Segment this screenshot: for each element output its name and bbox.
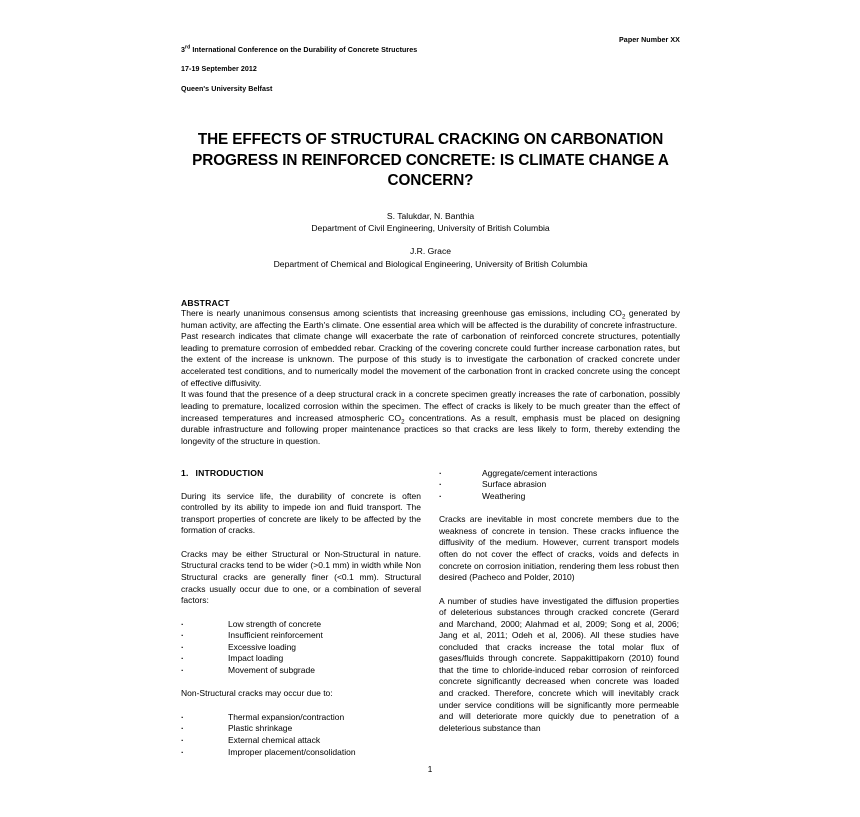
abstract-paragraph-1 <box>181 308 680 331</box>
abstract-p3-part-b: concentrations. As a result, emphasis must be placed on designing durable infrastructure and following proper maintenance practices so that cracks are less likely to form, thereby extending the longevity of the structure in question. <box>181 412 680 447</box>
list-item-label: Improper placement/consolidation <box>228 746 356 757</box>
spacer <box>181 478 421 491</box>
bullet-icon <box>439 468 482 480</box>
conference-name-line <box>181 46 417 56</box>
intro-paragraph-3: Cracks are inevitable in most concrete members due to the weakness of concrete in tension. These cracks influence the diffusivity of the medium. However, current transport models often do not cover the effect of cracks, voids and defects in concrete on corrosion initiation, rendering them less robust then desired (Pacheco and Polder, 2010) <box>439 514 679 583</box>
running-header-left <box>181 36 417 104</box>
nonstructural-lead-in: Non-Structural cracks may occur due to: <box>181 688 333 699</box>
bullet-icon <box>181 630 228 642</box>
paper-number: Paper Number XX <box>619 36 680 44</box>
list-item-label: Weathering <box>482 490 526 501</box>
abstract-p1-part-a: There is nearly unanimous consensus among scientists that increasing greenhouse gas emissions, including CO <box>181 307 622 318</box>
bullet-icon <box>181 653 228 665</box>
intro-paragraph-2: Cracks may be either Structural or Non-Structural in nature. Structural cracks tend to be wider (>0.1 mm) in width while Non Structural cracks are generally finer (<0.1 mm). Structural cracks usually occur due to one, or a combination of several factors: <box>181 548 421 606</box>
author-names-2: J.R. Grace <box>409 246 452 257</box>
author-names-1: S. Talukdar, N. Banthia <box>386 211 475 222</box>
author-spacer <box>181 234 680 245</box>
abstract-p3-part-a: It was found that the presence of a deep structural crack in a concrete specimen greatly increases the rate of carbonation, possibly leading to premature, localized corrosion within the specimen. The effect of cracks is likely to be much greater than the effect of increased temperatures and increased atmospheric CO <box>181 389 680 423</box>
bullet-icon <box>181 723 228 735</box>
column-left <box>181 468 421 758</box>
spacer <box>439 502 679 514</box>
list-item <box>181 619 421 631</box>
author-group-2 <box>181 245 680 269</box>
column-right <box>439 468 679 758</box>
conference-venue: Queen's University Belfast <box>181 84 273 93</box>
section-title: INTRODUCTION <box>195 467 264 478</box>
section-heading-introduction <box>181 468 421 478</box>
abstract-p1-part-b: generated by human activity, are affecting the Earth's climate. One essential area which will be affected is the durability of concrete infrastructure. <box>181 307 680 330</box>
list-item-label: Impact loading <box>228 653 284 664</box>
page-content <box>181 36 680 758</box>
conference-dates: 17-19 September 2012 <box>181 65 257 74</box>
abstract-p1-subscript: 2 <box>621 313 626 321</box>
abstract-heading: ABSTRACT <box>181 297 230 308</box>
bullet-icon <box>181 712 228 724</box>
conference-ordinal-suffix: rd <box>185 44 191 51</box>
bullet-icon <box>439 491 482 503</box>
bullet-icon <box>181 619 228 631</box>
list-item <box>181 653 421 665</box>
bullet-icon <box>181 747 228 759</box>
conference-title-rest: International Conference on the Durability of Concrete Structures <box>190 45 418 54</box>
list-item <box>181 735 421 747</box>
spacer <box>181 537 421 549</box>
two-column-body <box>181 468 680 758</box>
list-item <box>181 665 421 677</box>
list-item-label: Excessive loading <box>228 641 297 652</box>
nonstructural-causes-list-right <box>439 468 679 503</box>
list-item-label: Low strength of concrete <box>228 618 322 629</box>
spacer <box>439 584 679 596</box>
list-item <box>181 630 421 642</box>
structural-causes-list <box>181 619 421 677</box>
section-number: 1. <box>181 467 189 478</box>
intro-paragraph-4: A number of studies have investigated the diffusion properties of deleterious substances through cracked concrete (Gerard and Marchand, 2000; Alahmad et al, 2009; Song et al, 2006; Jang et al, 2011; Odeh et al, 2006). All these studies have concluded that cracks increase the total molar flux of gases/fluids through concrete. Sappakittipakorn (2010) found that the time to chloride-induced rebar corrosion of reinforced concrete significantly decreased when concrete was loaded and cracked. Therefore, concrete which will inevitably crack under service conditions will be significantly more permeable and will deteriorate more quickly due to penetration of a deleterious substance than <box>439 595 679 733</box>
author-affiliation-1: Department of Civil Engineering, University of British Columbia <box>311 223 550 234</box>
list-item <box>181 747 421 759</box>
list-item <box>439 468 679 480</box>
list-item-label: Movement of subgrade <box>228 664 315 675</box>
bullet-icon <box>181 665 228 677</box>
list-item-label: Insufficient reinforcement <box>228 630 323 641</box>
intro-paragraph-1: During its service life, the durability of concrete is often controlled by its ability to impede ion and fluid transport. The transport properties of concrete are likely to be affected by the formation of cracks. <box>181 490 421 536</box>
list-item <box>439 479 679 491</box>
abstract-paragraph-3 <box>181 389 680 447</box>
list-item-label: Thermal expansion/contraction <box>228 711 345 722</box>
bullet-icon <box>181 642 228 654</box>
list-item-label: External chemical attack <box>228 735 321 746</box>
list-item-label: Surface abrasion <box>482 479 547 490</box>
list-item <box>181 712 421 724</box>
abstract-p3-subscript: 2 <box>401 418 405 426</box>
author-affiliation-2: Department of Chemical and Biological Engineering, University of British Columbia <box>273 258 588 269</box>
list-item <box>181 723 421 735</box>
bullet-icon <box>181 735 228 747</box>
author-block <box>181 210 680 270</box>
nonstructural-causes-list-left <box>181 712 421 758</box>
list-item <box>181 642 421 654</box>
spacer <box>181 607 421 619</box>
spacer <box>181 700 421 712</box>
list-item-label: Aggregate/cement interactions <box>482 467 598 478</box>
list-item <box>439 491 679 503</box>
spacer <box>181 676 421 688</box>
bullet-icon <box>439 479 482 491</box>
conference-ordinal: 3 <box>181 45 186 54</box>
list-item-label: Plastic shrinkage <box>228 723 293 734</box>
author-group-1 <box>181 210 680 234</box>
page-title: THE EFFECTS OF STRUCTURAL CRACKING ON CARBONATION PROGRESS IN REINFORCED CONCRETE: IS CLIMATE CHANGE A CONCERN? <box>192 131 669 189</box>
abstract-paragraph-2: Past research indicates that climate change will exacerbate the rate of carbonation of reinforced concrete structures, potentially leading to premature corrosion of embedded rebar. Cracking of the covering concrete could further increase carbonation rates, but the extent of the increase is unknown. The purpose of this study is to investigate the carbonation of cracked concrete under accelerated test conditions, and to numerically model the movement of the carbonation front in cracked concrete using the concept of effective diffusivity. <box>181 331 680 388</box>
running-header <box>181 36 680 104</box>
page-number: 1 <box>427 765 433 774</box>
